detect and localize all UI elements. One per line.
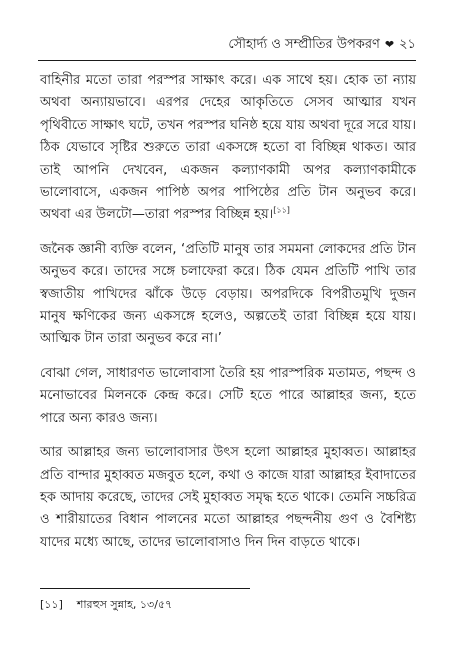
paragraph-3-text: বোঝা গেল, সাধারণত ভালোবাসা তৈরি হয় পারস্পরিক মতামত, পছন্দ ও মনোভাবের মিলনকে কেন্দ্র করে। সেটি হতে পারে আল্লাহর জন্য, হতে পারে অন্য কারও জন্য। xyxy=(40,365,416,426)
page-body xyxy=(40,70,416,566)
paragraph-2-text: জনৈক জ্ঞানী ব্যক্তি বলেন, ‘প্রতিটি মানুষ তার সমমনা লোকদের প্রতি টান অনুভব করে। তাদের সঙ্গে চলাফেরা করে। ঠিক যেমন প্রতিটি পাখি তার স্বজাতীয় পাখিদের ঝাঁকে উড়ে বেড়ায়। অপরদিকে বিপরীতমুখি দুজন মানুষ ক্ষণিকের জন্য একসঙ্গে হলেও, অল্পতেই তারা বিচ্ছিন্ন হয়ে যায়। আত্মিক টান তারা অনুভব করে না।’ xyxy=(40,241,416,347)
paragraph-1-text: বাহিনীর মতো তারা পরস্পর সাক্ষাৎ করে। এক সাথে হয়। হোক তা ন্যায় অথবা অন্যায়ভাবে। এরপর দেহের আকৃতিতে সেসব আত্মার যখন পৃথিবীতে সাক্ষাৎ ঘটে, তখন পরস্পর ঘনিষ্ঠ হয়ে যায় অথবা দূরে সরে যায়। ঠিক যেভাবে সৃষ্টির শুরুতে তারা একসঙ্গে হতো বা বিচ্ছিন্ন থাকত। আর তাই আপনি দেখবেন, একজন কল্যাণকামী অপর কল্যাণকামীকে ভালোবাসে, একজন পাপিষ্ঠ অপর পাপিষ্ঠের প্রতি টান অনুভব করে। অথবা এর উলটো—তারা পরস্পর বিচ্ছিন্ন হয়। xyxy=(40,73,416,223)
header-title: সৌহার্দ্য ও সম্প্রীতির উপকরণ xyxy=(228,37,380,52)
heart-icon: ❤ xyxy=(384,38,395,51)
running-header xyxy=(38,36,416,59)
footnote-number: [১১] xyxy=(40,598,63,611)
paragraph-3 xyxy=(40,363,416,430)
header-divider xyxy=(38,60,416,61)
paragraph-4-text: আর আল্লাহর জন্য ভালোবাসার উৎস হলো আল্লাহর মুহাব্বত। আল্লাহর প্রতি বান্দার মুহাব্বত মজবুত হলে, কথা ও কাজে যারা আল্লাহর ইবাদাতের হক আদায় করেছে, তাদের সেই মুহাব্বত সমৃদ্ধ হতে থাকে। তেমনি সচ্চরিত্র ও শারীয়াতের বিধান পালনের মতো আল্লাহর পছন্দনীয় গুণ ও বৈশিষ্ট্য যাদের মধ্যে আছে, তাদের ভালোবাসাও দিন দিন বাড়তে থাকে। xyxy=(40,445,416,550)
footnote-reference[interactable]: [১১] xyxy=(273,206,290,216)
footnote xyxy=(40,597,416,613)
paragraph-1 xyxy=(40,70,416,227)
footnote-text: শারহুস সুন্নাহ, ১৩/৫৭ xyxy=(76,598,173,611)
footnote-divider xyxy=(40,588,250,589)
paragraph-4 xyxy=(40,442,416,554)
page-number: ২১ xyxy=(399,37,416,52)
paragraph-2 xyxy=(40,239,416,351)
